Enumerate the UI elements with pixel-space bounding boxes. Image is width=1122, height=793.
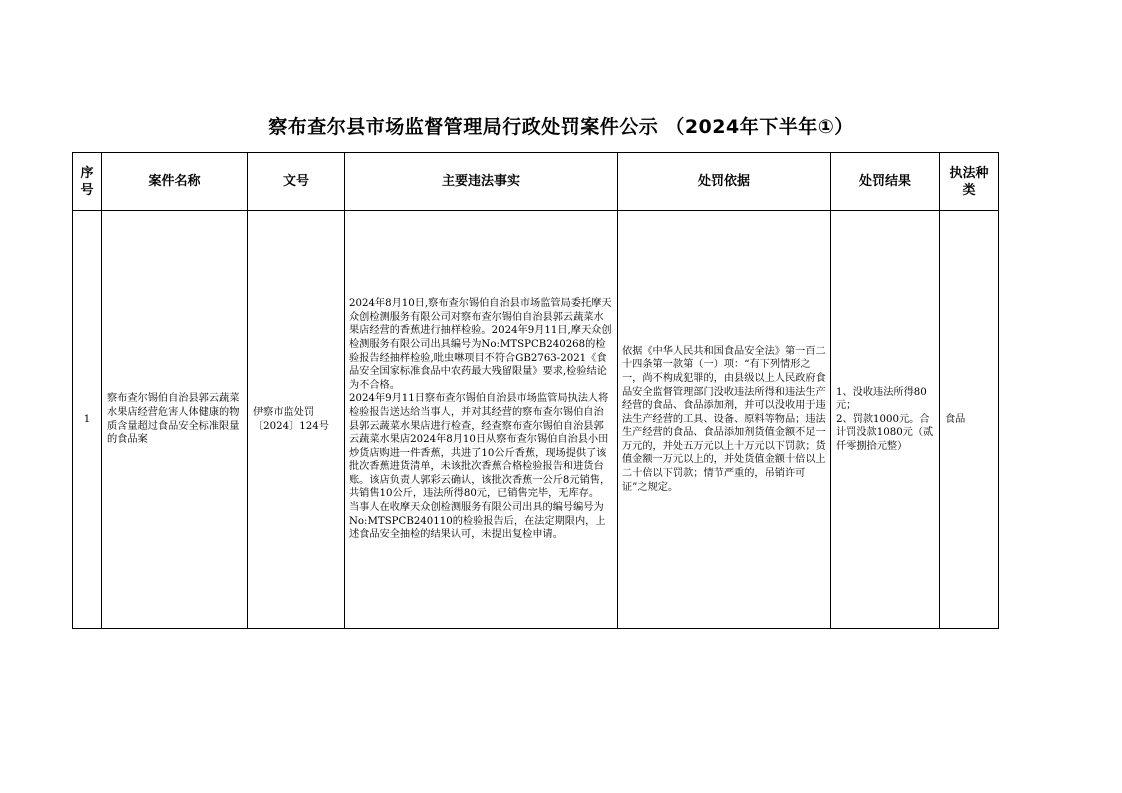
header-facts: 主要违法事实 — [345, 153, 618, 211]
cell-result — [831, 211, 940, 629]
facts-paragraph: 当事人在收摩天众创检测服务有限公司出具的编号编号为No:MTSPCB240110的检验报告后，在法定期限内，上述食品安全抽检的结果认可，未提出复检申请。 — [349, 502, 606, 541]
header-doc-no: 文号 — [248, 153, 345, 211]
facts-paragraph: 2024年9月11日察布查尔锡伯自治县市场监管局执法人将检验报告送达给当事人，并对其经营的察布查尔锡伯自治县郭云蔬菜水果店进行检查，经查察布查尔锡伯自治县郭云蔬菜水果店2024年8月10日从察布查尔锡伯自治县小田炒货店购进一件香蕉，共进了10公斤香蕉，现场提供了该批次香蕉进货清单，未该批次香蕉合格检验报告和进货台账。该店负责人郭彩云确认，该批次香蕉一公斤8元销售，共销售10公斤，违法所得80元，已销售完毕，无库存。 — [349, 393, 611, 500]
basis-text: 依据《中华人民共和国食品安全法》第一百二十四条第一款第（一）项：“有下列情形之一，尚不构成犯罪的，由县级以上人民政府食品安全监督管理部门没收违法所得和违法生产经营的食品、食品添加剂，并可以没收用于违法生产经营的工具、设备、原料等物品；违法生产经营的食品、食品添加剂货值金额不足一万元的，并处五万元以上十万元以下罚款；货值金额一万元以上的，并处货值金额十倍以上二十倍以下罚款；情节严重的，吊销许可证”之规定。 — [622, 345, 826, 493]
doc-no-text: 伊察市监处罚〔2024〕124号 — [253, 406, 329, 432]
penalty-case-table — [72, 152, 999, 629]
cell-basis — [618, 211, 831, 629]
header-result: 处罚结果 — [831, 153, 940, 211]
result-line: 1、没收违法所得80元； — [836, 386, 927, 412]
cell-index: 1 — [73, 211, 102, 629]
header-index: 序号 — [73, 153, 102, 211]
table-row — [73, 211, 999, 629]
cell-doc-no — [248, 211, 345, 629]
cell-case-name — [102, 211, 248, 629]
facts-paragraph: 2024年8月10日,察布查尔锡伯自治县市场监管局委托摩天众创检测服务有限公司对察布查尔锡伯自治县郭云蔬菜水果店经营的香蕉进行抽样检验。2024年9月11日,摩天众创检测服务有限公司出具编号为No:MTSPCB240268的检验报告经抽样检验,吡虫啉项目不符合GB2763-2021《食品安全国家标准食品中农药最大残留限量》要求,检验结论为不合格。 — [349, 298, 612, 391]
cell-category — [940, 211, 999, 629]
header-category: 执法种类 — [940, 153, 999, 211]
result-line: 2、罚款1000元。合计罚没款1080元（贰仟零捌拾元整） — [836, 413, 934, 452]
table-header-row — [73, 153, 999, 211]
case-name-text: 察布查尔锡伯自治县郭云蔬菜水果店经营危害人体健康的物质含量超过食品安全标准限量的食品案 — [107, 393, 240, 446]
header-basis: 处罚依据 — [618, 153, 831, 211]
page-title: 察布查尔县市场监督管理局行政处罚案件公示 （2024年下半年①） — [268, 116, 854, 138]
header-case-name: 案件名称 — [102, 153, 248, 211]
category-text: 食品 — [945, 413, 966, 425]
cell-facts — [345, 211, 618, 629]
